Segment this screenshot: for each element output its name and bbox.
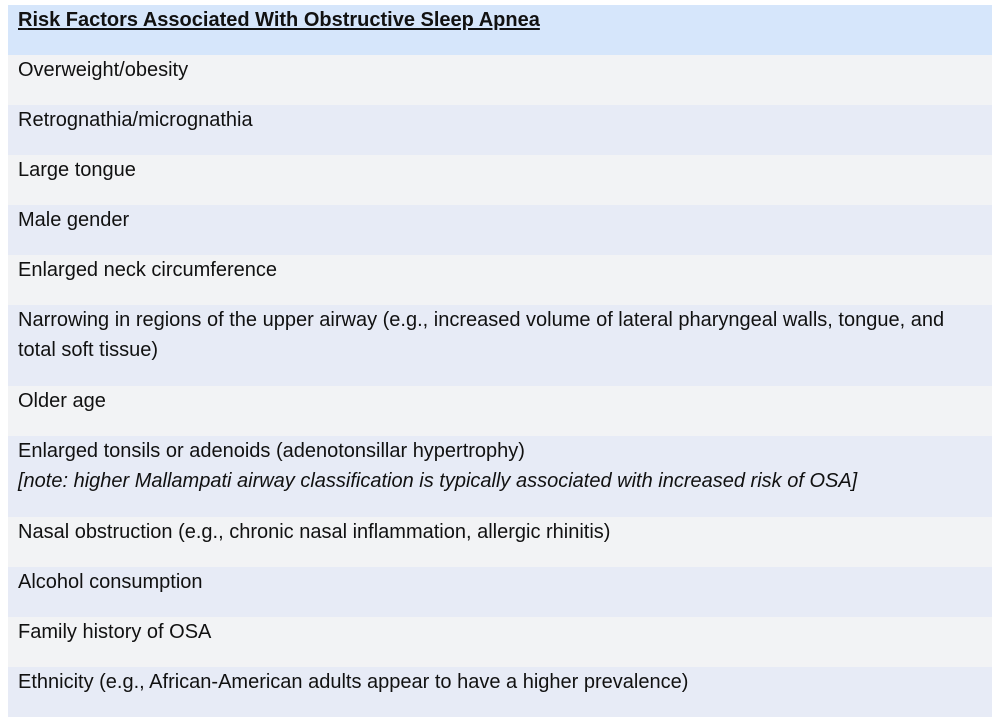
risk-factor-text: Ethnicity (e.g., African-American adults appear to have a higher prevalence) — [18, 671, 689, 693]
risk-factor-text: Nasal obstruction (e.g., chronic nasal inflammation, allergic rhinitis) — [18, 521, 611, 543]
table-header — [8, 5, 992, 55]
risk-factor-note: [note: higher Mallampati airway classification is typically associated with increased risk of OSA] — [18, 470, 858, 492]
table-row — [8, 55, 992, 105]
risk-factor-text: Overweight/obesity — [18, 59, 189, 81]
risk-factor-text: Enlarged neck circumference — [18, 259, 278, 281]
risk-factor-text: Retrognathia/micrognathia — [18, 109, 253, 131]
risk-factors-table — [8, 5, 992, 717]
risk-factor-text: Enlarged tonsils or adenoids (adenotonsillar hypertrophy) — [18, 440, 525, 462]
risk-factor-text: Family history of OSA — [18, 621, 212, 643]
risk-factor-text: Narrowing in regions of the upper airway (e.g., increased volume of lateral pharyngeal walls, tongue, and total soft tissue) — [18, 309, 945, 361]
table-row — [8, 205, 992, 255]
table-row — [8, 667, 992, 717]
risk-factor-text: Large tongue — [18, 159, 136, 181]
table-row — [8, 105, 992, 155]
table-title: Risk Factors Associated With Obstructive Sleep Apnea — [18, 9, 540, 31]
table-row — [8, 386, 992, 436]
table-row — [8, 305, 992, 386]
table-row — [8, 436, 992, 517]
risk-factor-text: Male gender — [18, 209, 130, 231]
risk-factor-text: Older age — [18, 390, 106, 412]
table-row — [8, 517, 992, 567]
table-row — [8, 255, 992, 305]
table-row — [8, 617, 992, 667]
table-row — [8, 155, 992, 205]
table-row — [8, 567, 992, 617]
risk-factor-text: Alcohol consumption — [18, 571, 203, 593]
